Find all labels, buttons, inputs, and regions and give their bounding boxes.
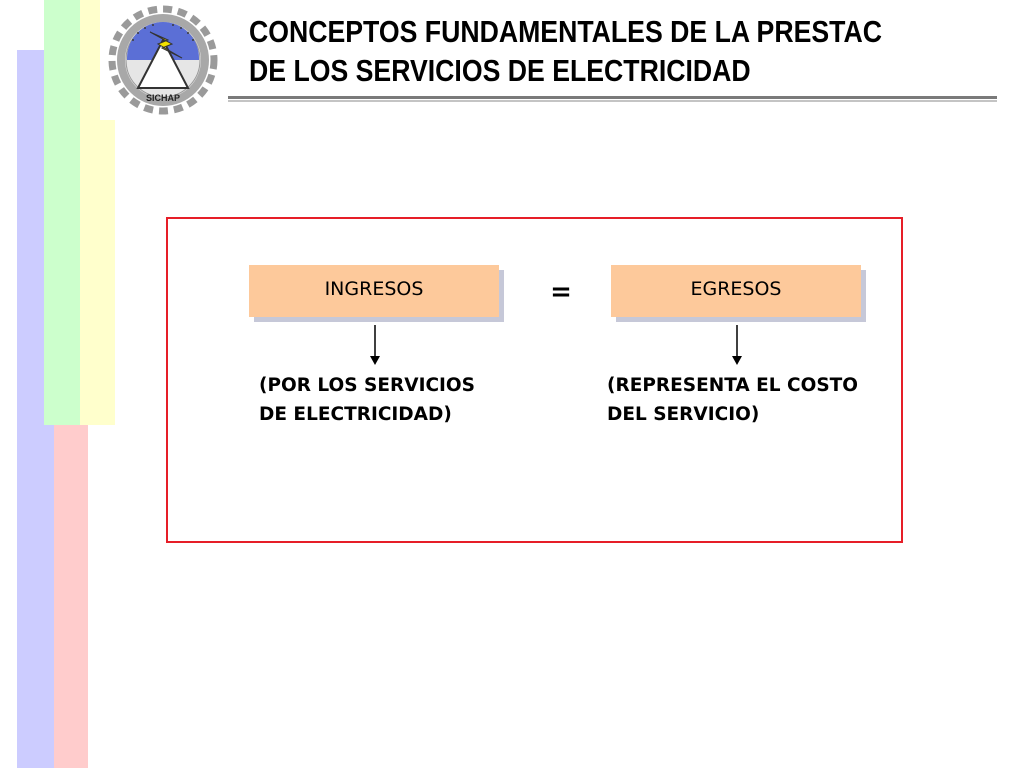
egresos-description-line-2: DEL SERVICIO) bbox=[607, 404, 760, 425]
title-underline-shadow bbox=[228, 100, 997, 102]
ingresos-box bbox=[249, 265, 499, 317]
equals-sign: = bbox=[550, 277, 572, 307]
title-underline bbox=[228, 96, 997, 99]
title-line-2: DE LOS SERVICIOS DE ELECTRICIDAD bbox=[249, 53, 751, 88]
ingresos-description bbox=[259, 371, 475, 429]
egresos-description-line-1: (REPRESENTA EL COSTO bbox=[607, 375, 859, 396]
gear-lightning-logo-icon bbox=[100, 0, 226, 120]
logo-label: SICHAP bbox=[145, 93, 181, 103]
title-line-1: CONCEPTOS FUNDAMENTALES DE LA PRESTAC bbox=[249, 14, 882, 49]
arrow-down-icon bbox=[731, 325, 743, 365]
ingresos-description-line-1: (POR LOS SERVICIOS bbox=[259, 375, 475, 396]
page-title bbox=[249, 12, 916, 90]
ingresos-label: INGRESOS bbox=[324, 278, 424, 300]
decorative-stripe-green bbox=[44, 0, 80, 425]
egresos-box bbox=[611, 265, 861, 317]
decorative-stripe-pink bbox=[54, 425, 88, 768]
ingresos-description-line-2: DE ELECTRICIDAD) bbox=[259, 404, 452, 425]
egresos-description bbox=[607, 371, 858, 429]
arrow-down-icon bbox=[369, 325, 381, 365]
egresos-label: EGRESOS bbox=[690, 278, 782, 300]
